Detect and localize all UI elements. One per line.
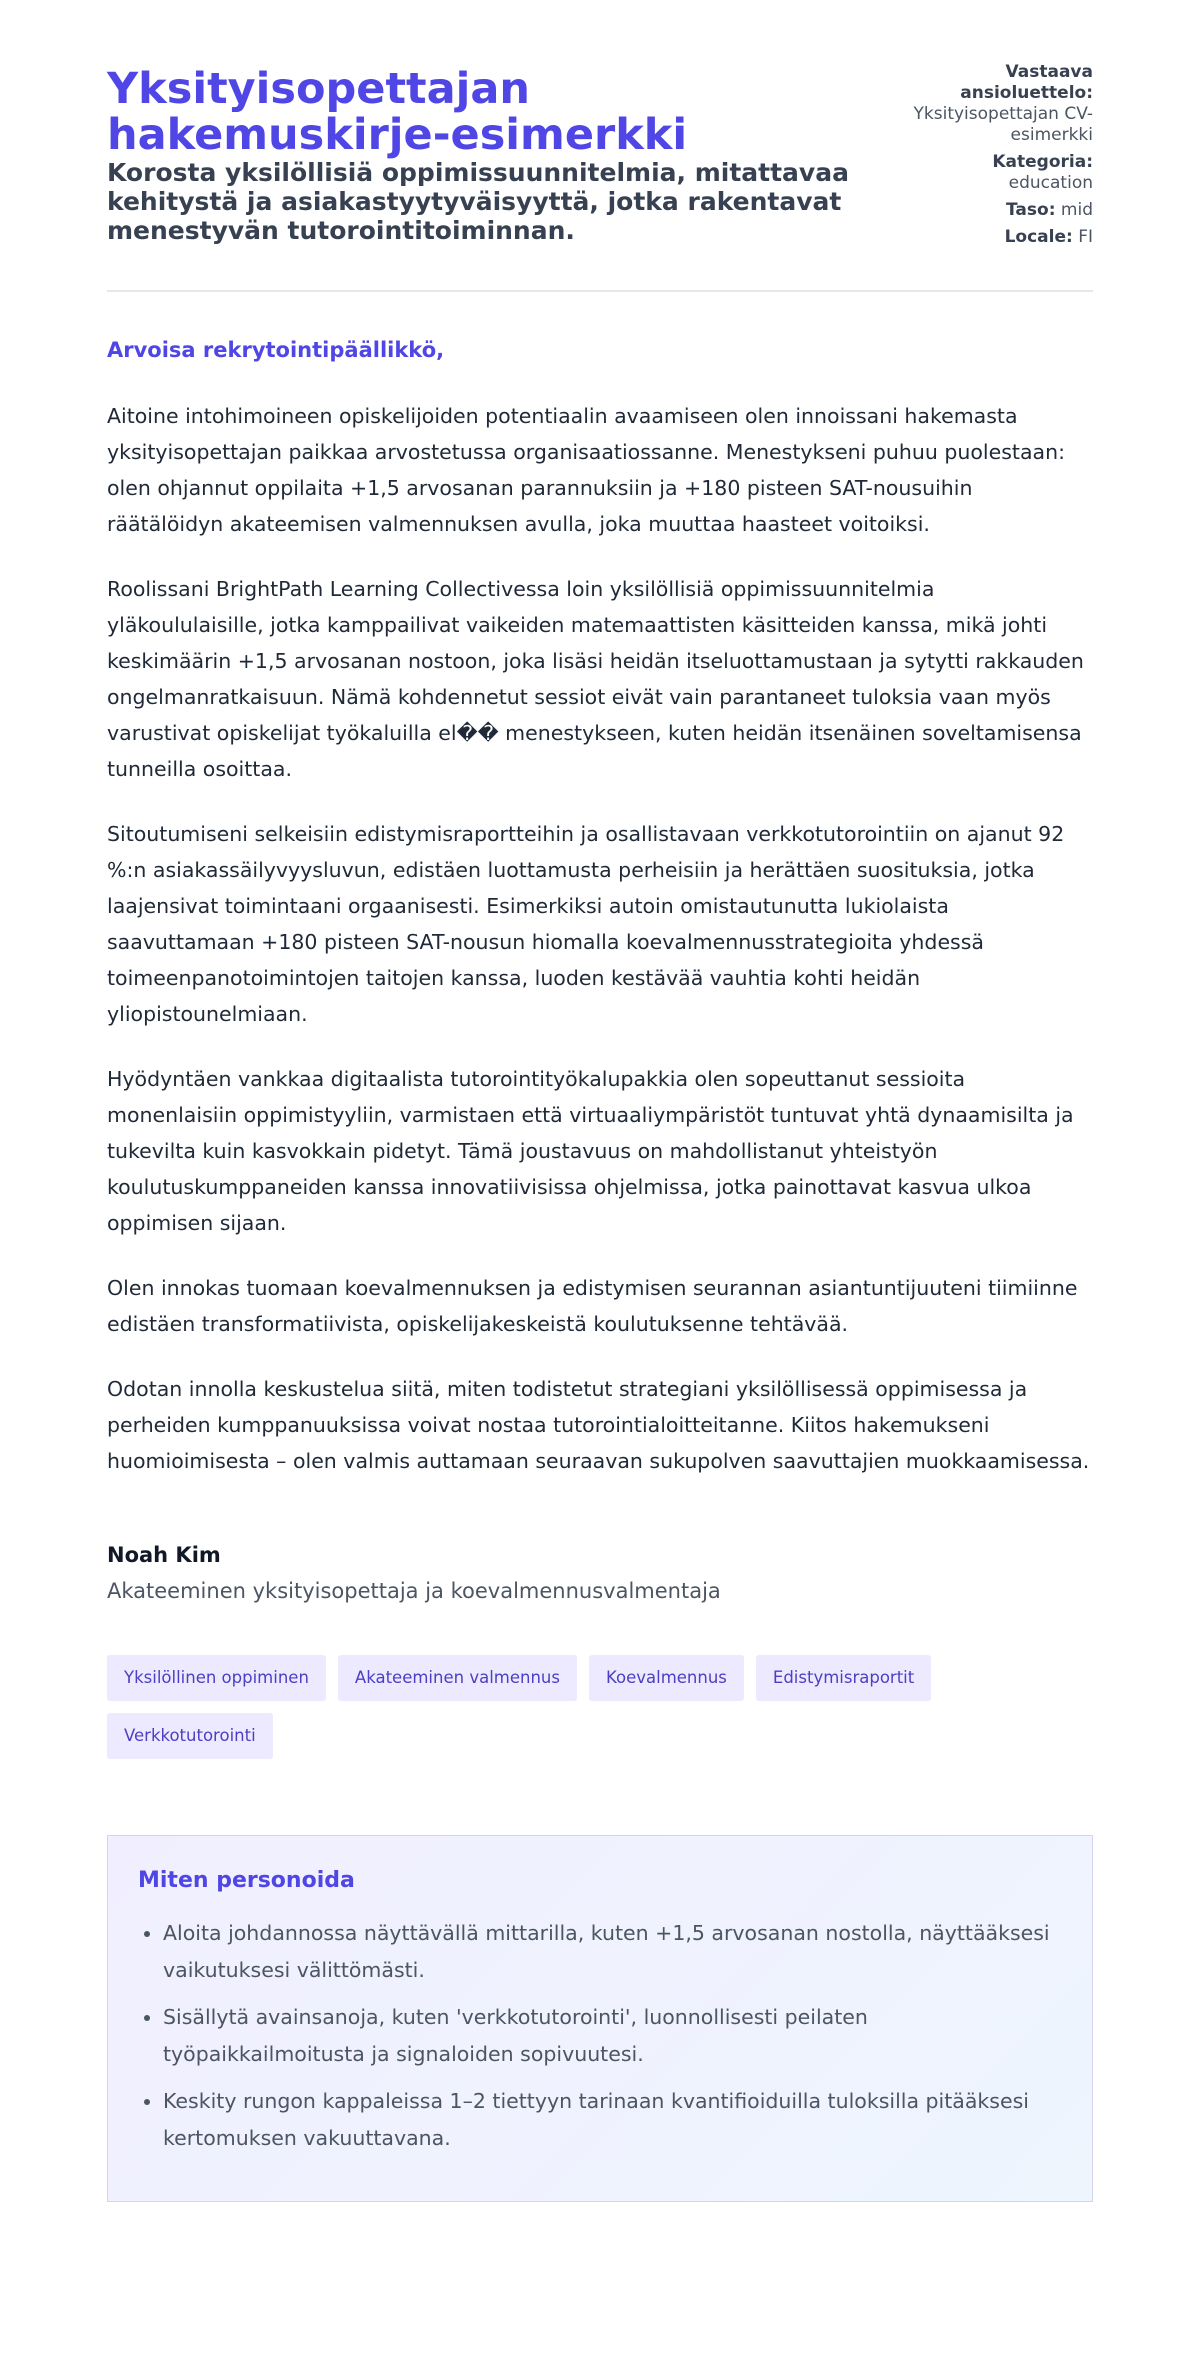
letter-paragraph: Olen innokas tuomaan koevalmennuksen ja edistymisen seurannan asiantuntijuuteni tiimiinne edistäen transformatiivista, opiskelijakeskeistä koulutuksenne tehtävää. — [107, 1276, 1078, 1336]
signature-role: Akateeminen yksityisopettaja ja koevalmennusvalmentaja — [107, 1579, 721, 1603]
letter-paragraph: Hyödyntäen vankkaa digitaalista tutorointityökalupakkia olen sopeuttanut sessioita monenlaisiin oppimistyyliin, varmistaen että virtuaaliympäristöt tuntuvat yhtä dynaamisilta ja tukevilta kuin kasvokkain pidetyt. Tämä joustavuus on mahdollistanut yhteistyön koulutuskumppaneiden kanssa innovatiivisissa ohjelmissa, jotka painottavat kasvua ulkoa oppimisen sijaan. — [107, 1067, 1074, 1235]
tips-title: Miten personoida — [138, 1868, 355, 1893]
letter-body — [107, 338, 1093, 1479]
meta-level — [893, 200, 1093, 221]
meta-locale — [893, 227, 1093, 248]
tag-chip: Verkkotutorointi — [107, 1713, 273, 1759]
meta-resume-label: Vastaava ansioluettelo: — [960, 62, 1093, 103]
meta-panel — [893, 62, 1093, 254]
tip-item: • Keskity rungon kappaleissa 1–2 tiettyyn tarinaan kvantifioiduilla tuloksilla pitääksesi kertomuksen vakuuttavana. — [163, 2083, 1062, 2157]
tip-item: • Aloita johdannossa näyttävällä mittarilla, kuten +1,5 arvosanan nostolla, näyttääksesi vaikutuksesi välittömästi. — [163, 1915, 1062, 1989]
tag-chip: Koevalmennus — [589, 1655, 744, 1701]
meta-category — [893, 152, 1093, 194]
meta-level-value: mid — [1060, 200, 1093, 220]
keyword-tags — [107, 1655, 1007, 1759]
page-subtitle: Korosta yksilöllisiä oppimissuunnitelmia, mitattavaa kehitystä ja asiakastyytyväisyyttä, jotka rakentavat menestyvän tutorointitoiminnan. — [107, 158, 849, 245]
meta-category-value: education — [1008, 173, 1093, 193]
tip-item: • Sisällytä avainsanoja, kuten 'verkkotutorointi', luonnollisesti peilaten työpaikkailmoitusta ja signaloiden sopivuutesi. — [163, 1999, 1062, 2073]
header-titles — [107, 62, 887, 245]
letter-paragraph: Sitoutumiseni selkeisiin edistymisraportteihin ja osallistavaan verkkotutorointiin on ajanut 92 %:n asiakassäilyvyysluvun, edistäen luottamusta perheisiin ja herättäen suosituksia, jotka laajensivat toimintaani orgaanisesti. Esimerkiksi autoin omistautunutta lukiolaista saavuttamaan +180 pisteen SAT-nousun hiomalla koevalmennusstrategioita yhdessä toimeenpanotoimintojen taitojen kanssa, luoden kestävää vauhtia kohti heidän yliopistounelmiaan. — [107, 822, 1065, 1026]
meta-resume-value: Yksityisopettajan CV-esimerkki — [913, 104, 1093, 145]
meta-level-label: Taso: — [1006, 200, 1056, 220]
page-title: Yksityisopettajan hakemuskirje-esimerkki — [107, 64, 688, 160]
tag-chip: Yksilöllinen oppiminen — [107, 1655, 326, 1701]
tag-chip: Edistymisraportit — [756, 1655, 931, 1701]
tips-list — [138, 1915, 1062, 2157]
salutation: Arvoisa rekrytointipäällikkö, — [107, 338, 445, 362]
letter-paragraph: Odotan innolla keskustelua siitä, miten todistetut strategiani yksilöllisessä oppimisessa ja perheiden kumppanuuksissa voivat nostaa tutorointialoitteitanne. Kiitos hakemukseni huomioimisesta – olen valmis auttamaan seuraavan sukupolven saavuttajien muokkaamisessa. — [107, 1377, 1090, 1473]
meta-resume — [893, 62, 1093, 146]
letter-paragraph: Roolissani BrightPath Learning Collectivessa loin yksilöllisiä oppimissuunnitelmia yläkoululaisille, jotka kamppailivat vaikeiden matemaattisten käsitteiden kanssa, mikä johti keskimäärin +1,5 arvosanan nostoon, joka lisäsi heidän itseluottamustaan ja sytytti rakkauden ongelmanratkaisuun. Nämä kohdennetut sessiot eivät vain parantaneet tuloksia vaan myös varustivat opiskelijat työkaluilla el�� menestykseen, kuten heidän itsenäinen soveltamisensa tunneilla osoittaa. — [107, 577, 1084, 781]
letter-paragraph: Aitoine intohimoineen opiskelijoiden potentiaalin avaamiseen olen innoissani hakemasta yksityisopettajan paikkaa arvostetussa organisaatiossanne. Menestykseni puhuu puolestaan: olen ohjannut oppilaita +1,5 arvosanan parannuksiin ja +180 pisteen SAT-nousuihin räätälöidyn akateemisen valmennuksen avulla, joka muuttaa haasteet voitoiksi. — [107, 404, 1065, 536]
page-header — [107, 62, 1093, 254]
signature-name: Noah Kim — [107, 1543, 221, 1567]
meta-locale-value: FI — [1078, 227, 1093, 247]
signature-block — [107, 1543, 1093, 1603]
meta-category-label: Kategoria: — [992, 152, 1093, 172]
meta-locale-label: Locale: — [1004, 227, 1073, 247]
tag-chip: Akateeminen valmennus — [338, 1655, 577, 1701]
header-divider — [107, 290, 1093, 292]
personalization-tips-box — [107, 1835, 1093, 2202]
